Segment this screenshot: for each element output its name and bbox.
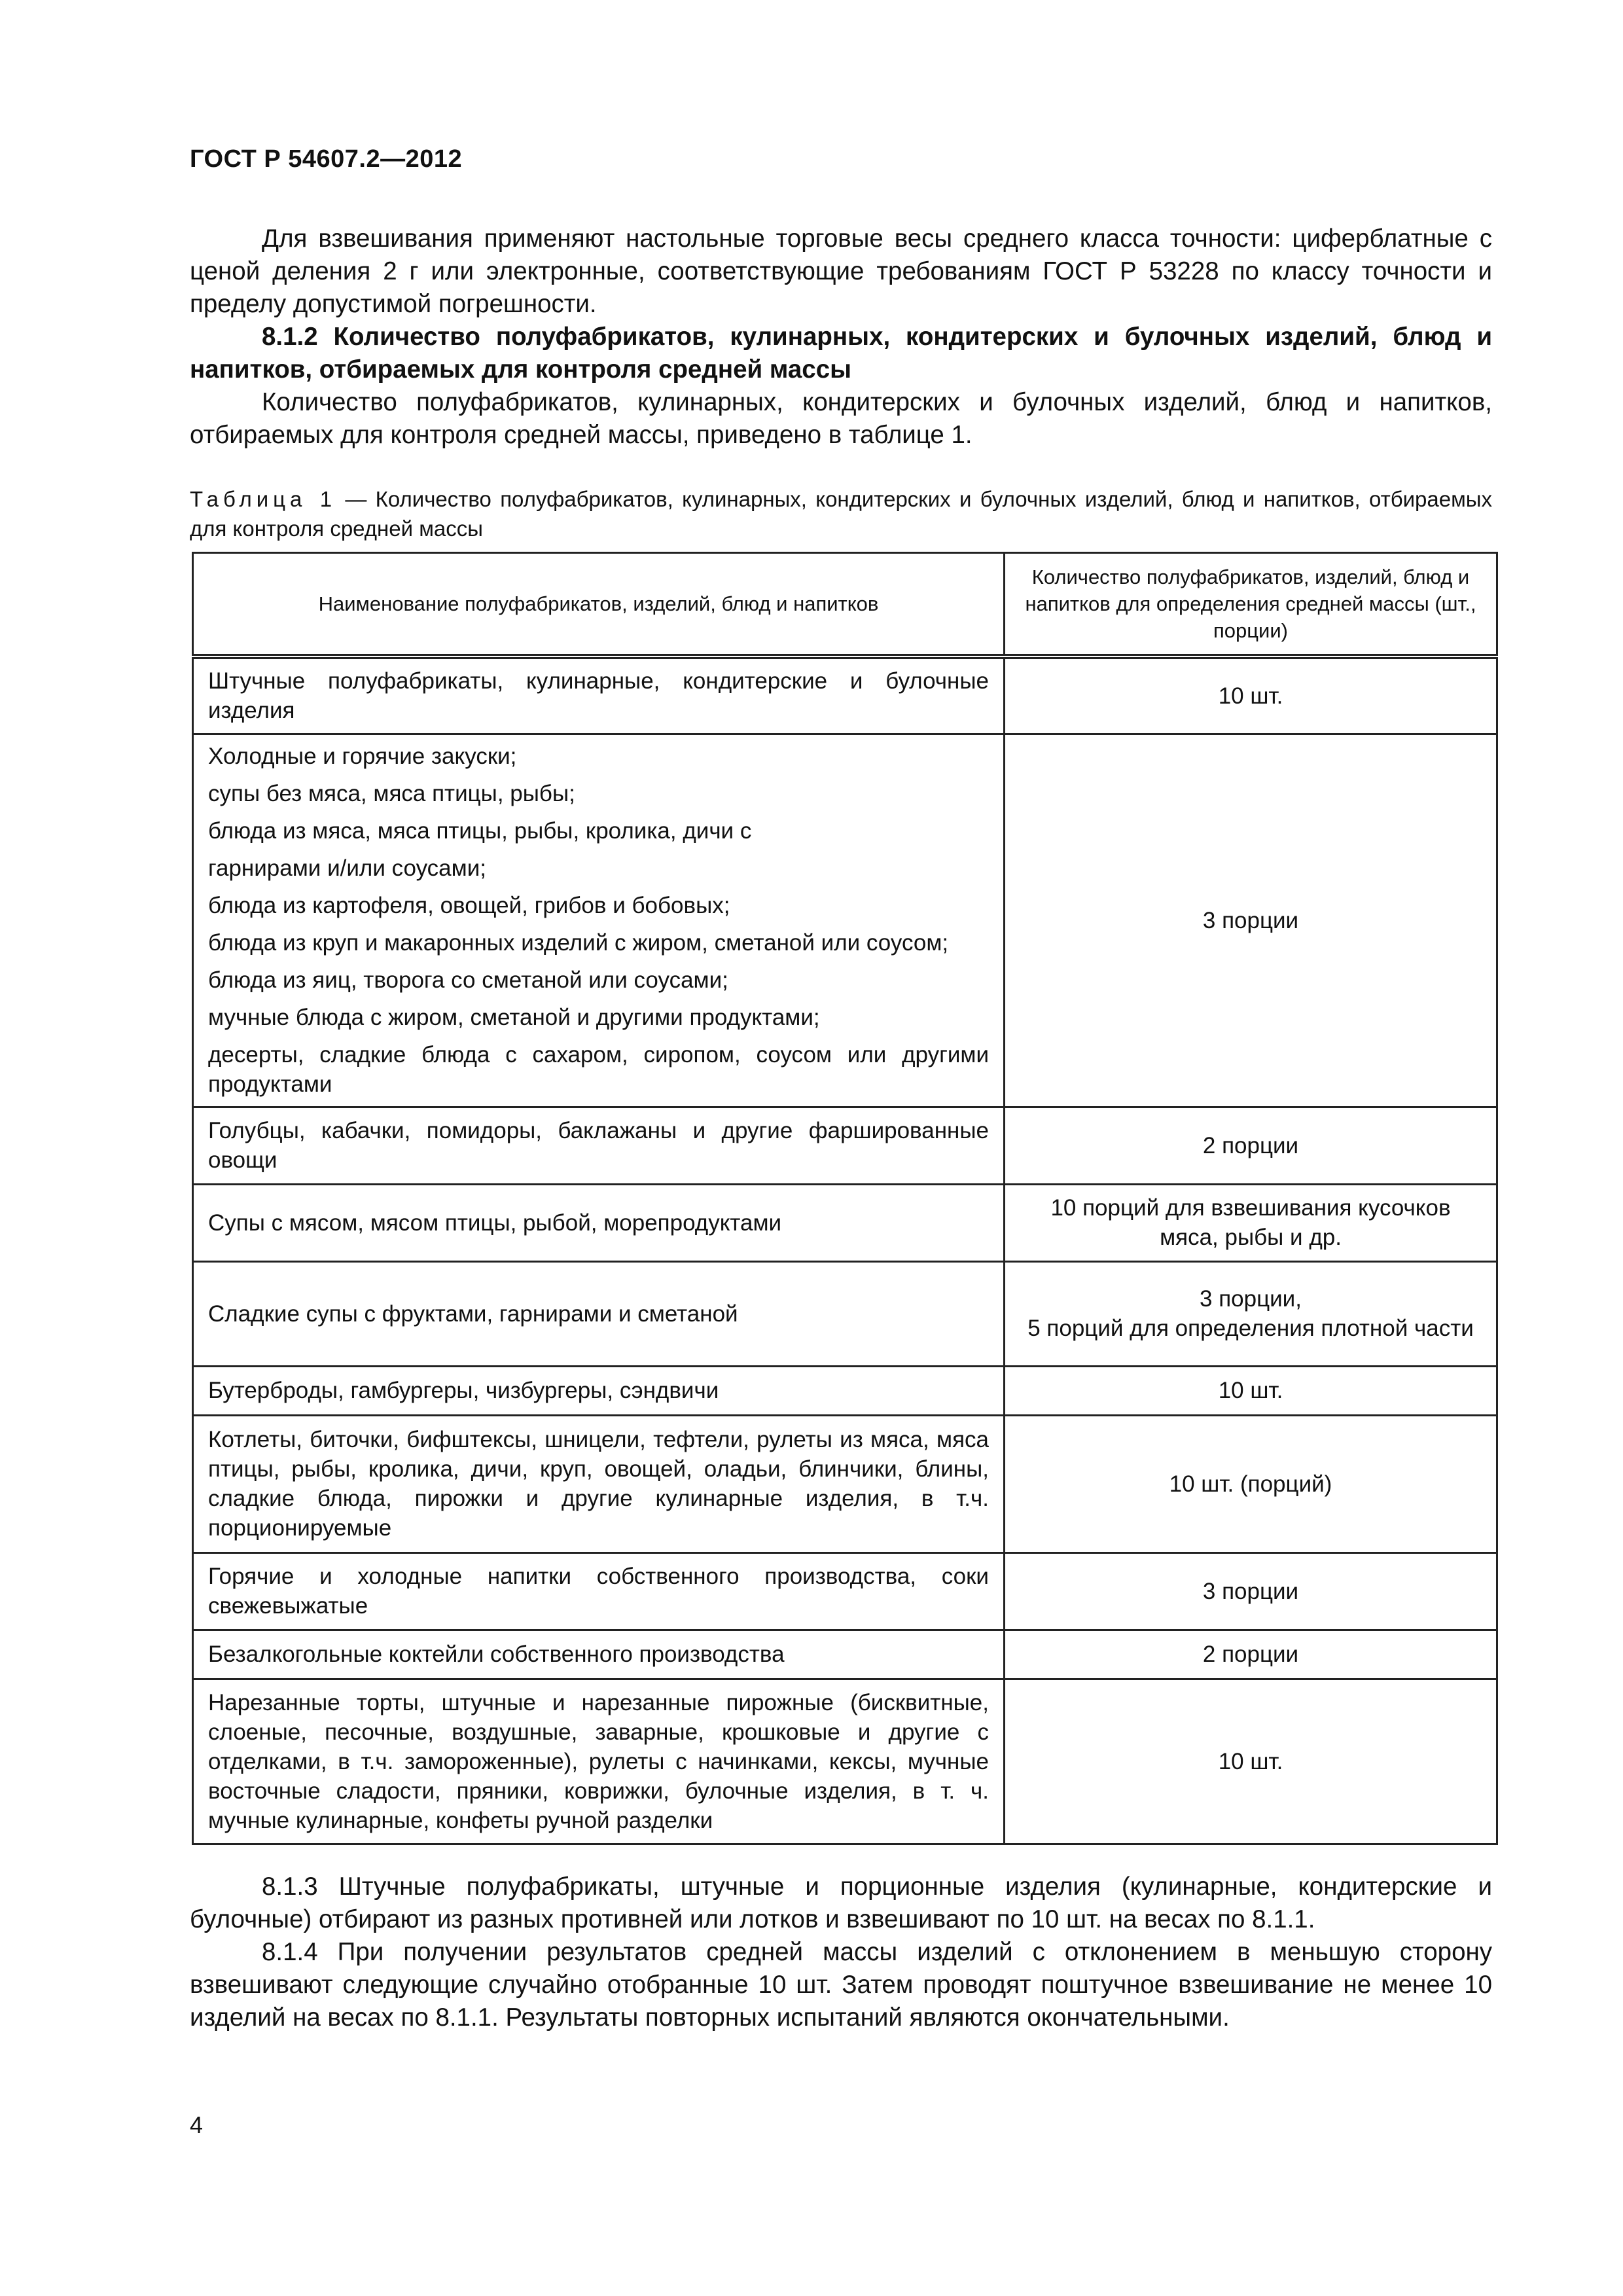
table-row — [193, 656, 1497, 734]
paragraph-table-reference: Количество полуфабрикатов, кулинарных, кондитерских и булочных изделий, блюд и напитков, отбираемых для контроля средней массы, приведено в таблице 1. — [190, 388, 1492, 449]
table-row — [193, 1184, 1497, 1261]
table-caption-text: — Количество полуфабрикатов, кулинарных, кондитерских и булочных изделий, блюд и напитков, отбираемых для контроля средней массы — [190, 487, 1492, 541]
paragraph-scales: Для взвешивания применяют настольные торговые весы среднего класса точности: циферблатные с ценой деления 2 г или электронные, соответствующие требованиям ГОСТ Р 53228 по классу точности и пределу допустимой погрешности. — [190, 224, 1492, 318]
column-header-name: Наименование полуфабрикатов, изделий, блюд и напитков — [193, 553, 1005, 657]
row-name-line: десерты, сладкие блюда с сахаром, сиропом, соусом или другими продуктами — [208, 1042, 989, 1097]
row-name-line: супы без мяса, мяса птицы, рыбы; — [208, 781, 575, 806]
outro-section — [190, 1871, 1492, 2034]
row-quantity: 3 порции — [1005, 1552, 1497, 1630]
row-name: Сладкие супы с фруктами, гарнирами и сметаной — [193, 1261, 1005, 1366]
table-row — [193, 1679, 1497, 1844]
row-name-line: Холодные и горячие закуски; — [208, 744, 517, 769]
table-row — [193, 1261, 1497, 1366]
table-caption — [190, 484, 1492, 543]
document-code: ГОСТ Р 54607.2—2012 — [190, 145, 463, 173]
row-name: Безалкогольные коктейли собственного производства — [193, 1630, 1005, 1679]
row-name-line: блюда из круп и макаронных изделий с жиром, сметаной или соусом; — [208, 930, 949, 956]
row-quantity-line: 5 порций для определения плотной части — [1027, 1316, 1474, 1341]
row-quantity: 10 шт. — [1005, 1679, 1497, 1844]
table-row — [193, 1552, 1497, 1630]
table-row — [193, 1107, 1497, 1184]
row-name-line: гарнирами и/или соусами; — [208, 855, 486, 881]
section-heading-8-1-2: 8.1.2 Количество полуфабрикатов, кулинарных, кондитерских и булочных изделий, блюд и напитков, отбираемых для контроля средней массы — [190, 323, 1492, 384]
paragraph-8-1-4: 8.1.4 При получении результатов средней массы изделий с отклонением в меньшую сторону взвешивают следующие случайно отобранные 10 шт. Затем проводят поштучное взвешивание не менее 10 изделий на весах по 8.1.1. Результаты повторных испытаний являются окончательными. — [190, 1938, 1492, 2032]
table-row — [193, 1415, 1497, 1552]
paragraph-8-1-3: 8.1.3 Штучные полуфабрикаты, штучные и порционные изделия (кулинарные, кондитерские и булочные) отбирают из разных противней или лотков и взвешивают по 10 шт. на весах по 8.1.1. — [190, 1873, 1492, 1933]
row-name: Бутерброды, гамбургеры, чизбургеры, сэндвичи — [193, 1366, 1005, 1415]
table-row — [193, 1366, 1497, 1415]
row-quantity-line: 3 порции, — [1200, 1286, 1302, 1312]
row-name: Штучные полуфабрикаты, кулинарные, кондитерские и булочные изделия — [193, 656, 1005, 734]
row-name: Котлеты, биточки, бифштексы, шницели, тефтели, рулеты из мяса, мяса птицы, рыбы, кролика, дичи, круп, овощей, оладьи, блинчики, блины, сладкие блюда, пирожки и другие кулинарные изделия, в т.ч. порционируемые — [193, 1415, 1005, 1552]
table-caption-label: Таблица 1 — [190, 487, 337, 511]
table-header-row — [193, 553, 1497, 657]
sample-quantity-table — [192, 552, 1498, 1845]
table-row — [193, 1630, 1497, 1679]
row-name: Нарезанные торты, штучные и нарезанные пирожные (бисквитные, слоеные, песочные, воздушные, заварные, крошковые и другие с отделками, в т.ч. замороженные), рулеты с начинками, кексы, мучные восточные сладости, пряники, коврижки, булочные изделия, в т. ч. мучные кулинарные, конфеты ручной разделки — [193, 1679, 1005, 1844]
table-row — [193, 734, 1497, 1107]
row-quantity: 10 шт. — [1005, 656, 1497, 734]
row-quantity: 2 порции — [1005, 1630, 1497, 1679]
row-name-line: мучные блюда с жиром, сметаной и другими продуктами; — [208, 1005, 820, 1030]
row-quantity: 3 порции — [1005, 734, 1497, 1107]
row-quantity — [1005, 1261, 1497, 1366]
intro-section — [190, 223, 1492, 452]
row-name — [193, 734, 1005, 1107]
row-name: Супы с мясом, мясом птицы, рыбой, морепродуктами — [193, 1184, 1005, 1261]
row-quantity: 10 порций для взвешивания кусочков мяса, рыбы и др. — [1005, 1184, 1497, 1261]
column-header-quantity: Количество полуфабрикатов, изделий, блюд и напитков для определения средней массы (шт., порции) — [1005, 553, 1497, 657]
row-name: Горячие и холодные напитки собственного производства, соки свежевыжатые — [193, 1552, 1005, 1630]
row-quantity: 10 шт. (порций) — [1005, 1415, 1497, 1552]
row-name-line: блюда из картофеля, овощей, грибов и бобовых; — [208, 893, 730, 918]
page-number: 4 — [190, 2111, 204, 2138]
row-quantity: 10 шт. — [1005, 1366, 1497, 1415]
row-name: Голубцы, кабачки, помидоры, баклажаны и другие фаршированные овощи — [193, 1107, 1005, 1184]
row-name-line: блюда из яиц, творога со сметаной или соусами; — [208, 967, 728, 993]
row-quantity: 2 порции — [1005, 1107, 1497, 1184]
row-name-line: блюда из мяса, мяса птицы, рыбы, кролика, дичи с — [208, 818, 752, 844]
